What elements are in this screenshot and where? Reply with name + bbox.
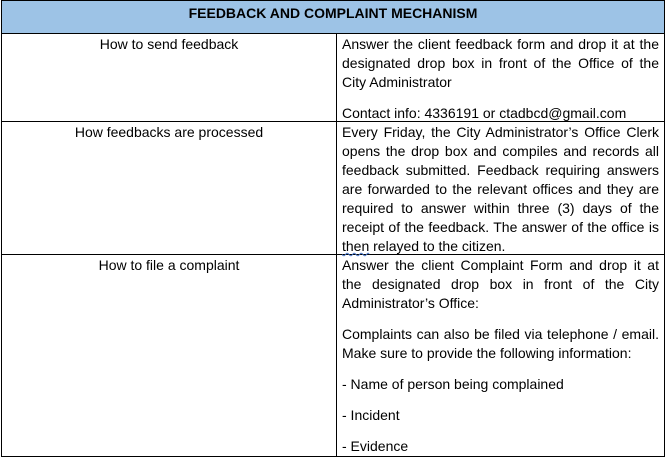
row-content-send-feedback (337, 34, 664, 121)
row-label-send-feedback: How to send feedback (2, 34, 337, 121)
complaint-form-instructions: Answer the client Complaint Form and drop it at the designated drop box in front of the City Administrator’s Office: (342, 257, 659, 311)
row-label-feedback-processing: How feedbacks are processed (2, 122, 337, 254)
feedback-complaint-table (1, 0, 665, 457)
spellcheck-flagged-word: then (342, 238, 370, 254)
processing-text-part-1: Every Friday, the City Administrator’s Office Clerk opens the drop box and compiles and records all feedback submitted. Feedback requiring answers are forwarded to the relevant offices and they are required to answer within three (3) days of the receipt of the feedback. The answer of the office is (342, 124, 659, 235)
processing-text-part-2: relayed to the citizen. (369, 238, 506, 254)
send-feedback-instructions: Answer the client feedback form and drop it at the designated drop box in front of the Office of the City Administrator (342, 36, 659, 90)
row-label-file-complaint: How to file a complaint (2, 255, 337, 456)
row-content-feedback-processing (337, 122, 664, 254)
required-info-item: - Evidence (342, 438, 409, 454)
table-title: FEEDBACK AND COMPLAINT MECHANISM (2, 1, 664, 34)
table-row-file-complaint (2, 255, 664, 456)
row-content-file-complaint (337, 255, 664, 456)
table-row-send-feedback (2, 34, 664, 122)
table-row-feedback-processing (2, 122, 664, 255)
required-info-item: - Incident (342, 407, 400, 423)
required-info-item: - Name of person being complained (342, 376, 564, 392)
contact-info: Contact info: 4336191 or ctadbcd@gmail.com (342, 105, 627, 121)
complaint-phone-email-note: Complaints can also be filed via telephone / email. Make sure to provide the following information: (342, 326, 659, 361)
feedback-processing-text (342, 123, 659, 256)
